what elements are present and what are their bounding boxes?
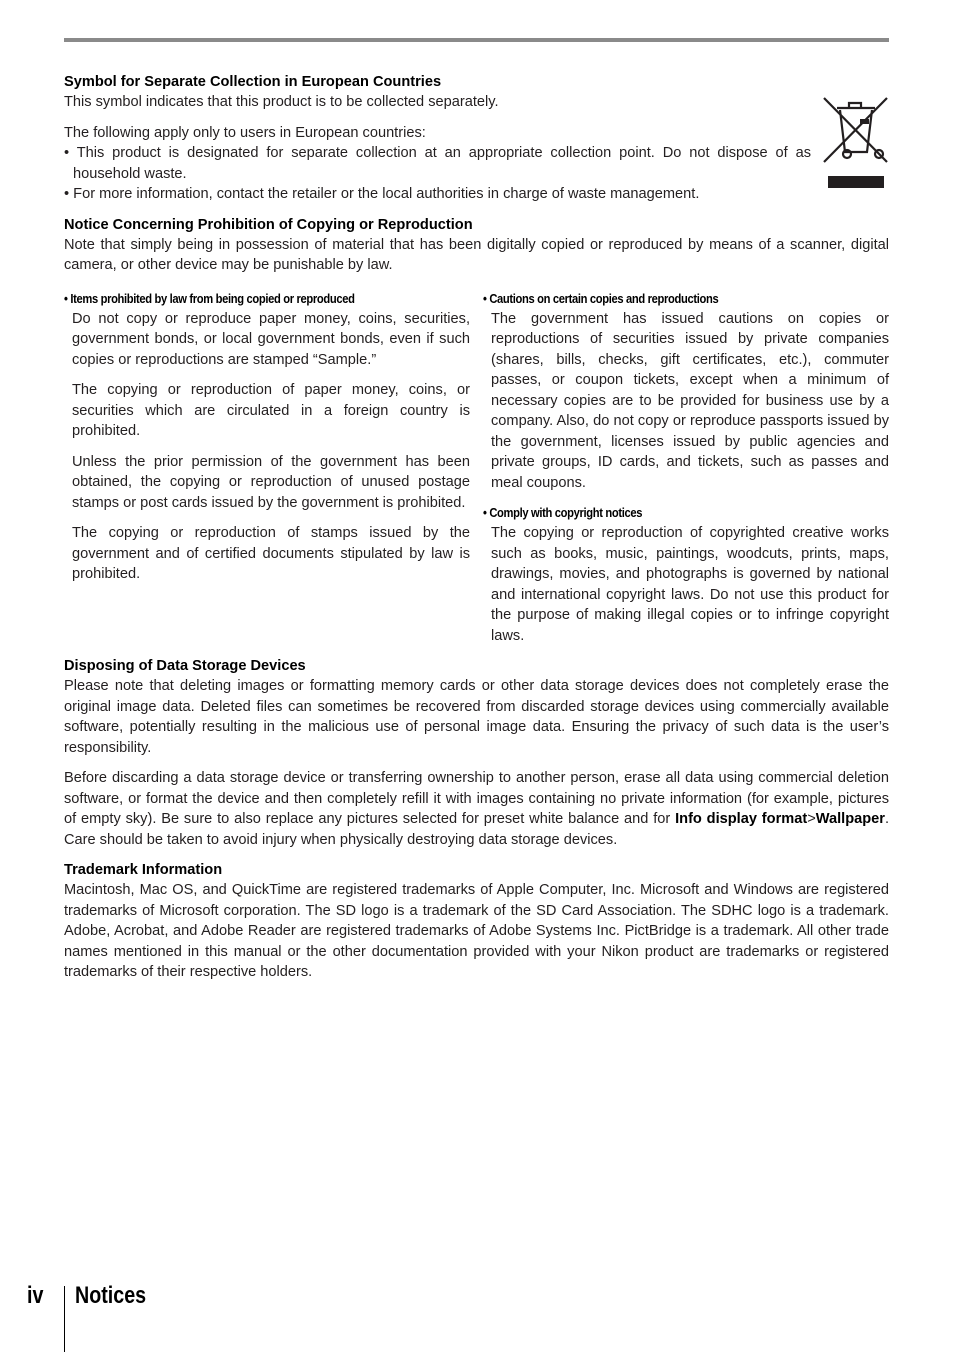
items-prohibited-para-4: The copying or reproduction of stamps issued by the government and of certified documents stipulated by law is prohibited. [72,525,470,582]
crossed-out-wheeled-bin-icon [823,96,889,188]
menu-item-info-display-format: Info display format [675,811,808,827]
symbol-heading: Symbol for Separate Collection in European Countries [64,74,442,90]
copying-columns [64,289,889,647]
menu-item-wallpaper: Wallpaper [815,811,885,827]
trademark-heading: Trademark Information [64,862,223,878]
page-number: iv [27,1282,44,1309]
trademark-para: Macintosh, Mac OS, and QuickTime are registered trademarks of Apple Computer, Inc. Microsoft and Windows are registered trademarks of Microsoft corporation. The SD logo is a trademark of the SD Card Association. The SDHC logo is a trademark. Adobe, Acrobat, and Adobe Reader are registered trademarks of Adobe Systems Inc. PictBridge is a trademark. All other trade names mentioned in this manual or the other documentation provided with your Nikon product are trademarks or registered trademarks of their respective holders. [64,882,889,980]
trademark-section [64,860,889,983]
cautions-heading: • Cautions on certain copies and reproductions [483,290,719,306]
copyright-para: The copying or reproduction of copyrighted creative works such as books, music, paintings, woodcuts, prints, maps, drawings, movies, and photographs is governed by national and international copyright laws. Do not use this product for the purpose of making illegal copies or to infringe copyright laws. [491,525,889,644]
page-footer [0,1280,954,1352]
storage-para-2-end: . Care should be taken to avoid injury when physically destroying data storage devices. [64,811,889,848]
storage-para-2 [64,768,889,850]
cautions-para: The government has issued cautions on copies or reproductions of securities issued by private companies (shares, bills, checks, gift certificates, etc.), commuter passes, or coupon tickets, except when a minimum of necessary copies are to be provided for business use by a company. Also, do not copy or reproduce passports issued by the government, licenses issued by public agencies and private groups, ID cards, and tickets, such as passes and meal coupons. [491,310,889,491]
storage-heading: Disposing of Data Storage Devices [64,658,306,674]
left-column [64,289,470,647]
items-prohibited-para-2: The copying or reproduction of paper money, coins, or securities which are circulated in a foreign country is prohibited. [72,382,470,439]
right-column [483,289,889,647]
storage-para-1: Please note that deleting images or formatting memory cards or other data storage devices does not completely erase the original image data. Deleted files can sometimes be recovered from discarded storage devices using commercially available software, potentially resulting in the malicious use of personal image data. Ensuring the privacy of such data is the user’s responsibility. [64,678,889,756]
copying-intro: Note that simply being in possession of material that has been digitally copied or reproduced by means of a scanner, digital camera, or other device may be punishable by law. [64,236,889,273]
items-prohibited-para-1: Do not copy or reproduce paper money, coins, securities, government bonds, or local government bonds, even if such copies or reproductions are stamped “Sample.” [72,310,470,368]
storage-para-2-start: Before discarding a data storage device or transferring ownership to another person, erase all data using commercial deletion software, or format the device and then completely refill it with images containing no private information (for example, pictures of empty sky). Be sure to also replace any pictures selected for preset white balance and for [64,770,889,827]
copying-section [64,215,889,647]
symbol-bullet-1: • This product is designated for separate collection at an appropriate collection point. Do not dispose of as household waste. [64,145,811,182]
menu-separator: > [807,811,816,827]
symbol-bullet-2: • For more information, contact the retailer or the local authorities in charge of waste management. [64,186,700,202]
symbol-apply-intro: The following apply only to users in European countries: [64,124,426,141]
top-rule [64,38,889,42]
page-content [64,72,889,983]
footer-rule [64,1286,65,1352]
symbol-section [64,72,889,205]
copying-heading: Notice Concerning Prohibition of Copying or Reproduction [64,216,473,233]
footer-title: Notices [75,1282,147,1309]
symbol-intro: This symbol indicates that this product is to be collected separately. [64,94,499,110]
copyright-heading: • Comply with copyright notices [483,505,643,520]
items-prohibited-heading: • Items prohibited by law from being copied or reproduced [64,290,355,306]
storage-section [64,656,889,850]
items-prohibited-para-3: Unless the prior permission of the government has been obtained, the copying or reproduction of unused postage stamps or post cards issued by the government is prohibited. [72,453,470,511]
